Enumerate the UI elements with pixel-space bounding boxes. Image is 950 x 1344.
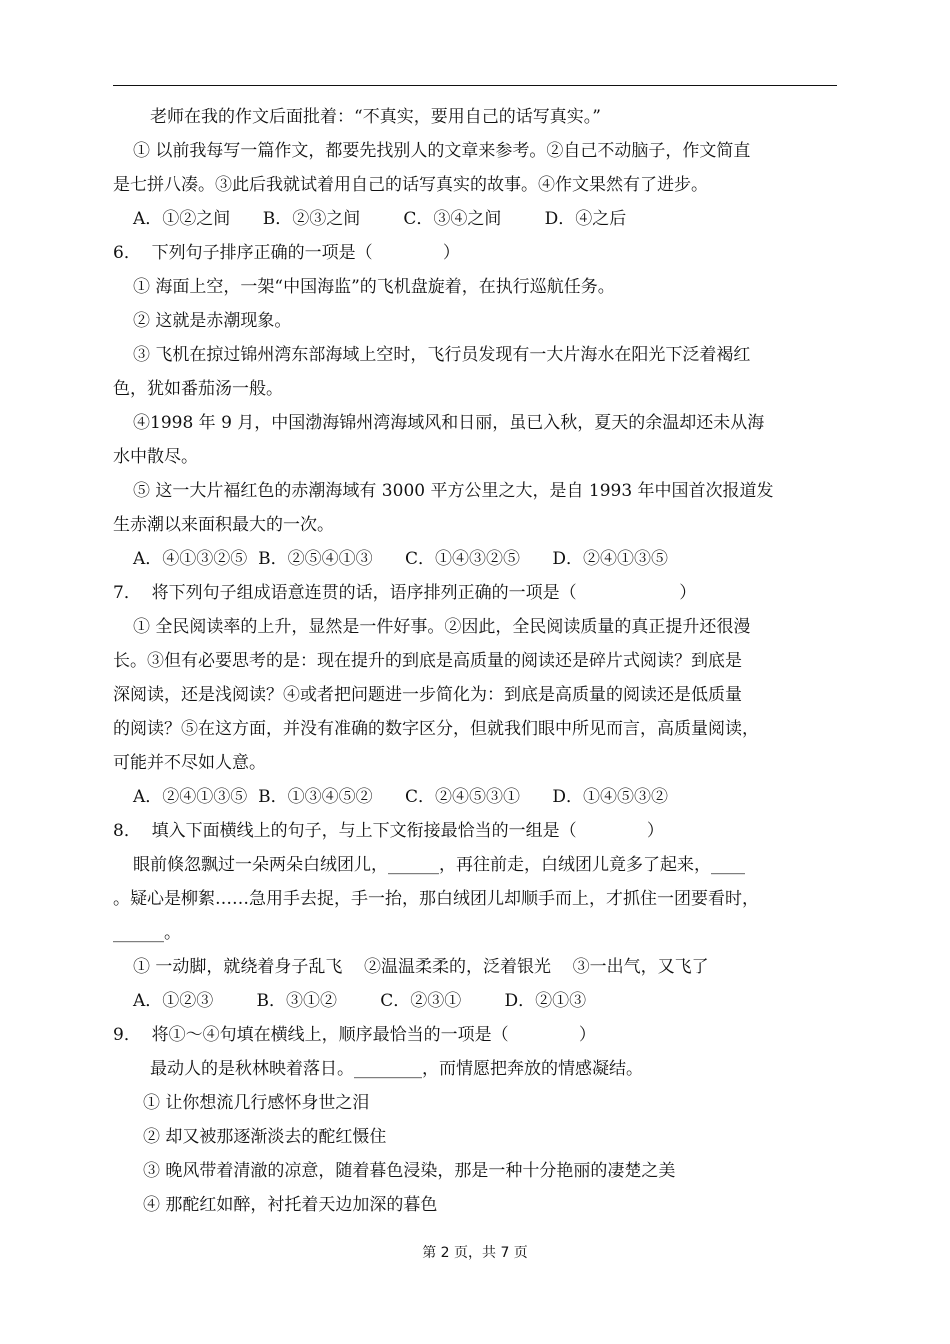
q7-line-2: 长。③但有必要思考的是：现在提升的到底是高质量的阅读还是碎片式阅读？到底是 (113, 651, 742, 671)
q7-line-1: ① 全民阅读率的上升，显然是一件好事。②因此，全民阅读质量的真正提升还很漫 (133, 617, 751, 637)
q7-options: A．②④①③⑤ B．①③④⑤② C．②④⑤③① D．①④⑤③② (133, 787, 669, 807)
q8-line-3: ______。 (113, 923, 181, 943)
page-content (113, 100, 841, 1222)
q6-sentence-4-line-2: 水中散尽。 (113, 447, 198, 467)
q7-line-4: 的阅读？⑤在这方面，并没有准确的数字区分，但就我们眼中所见而言，高质量阅读， (113, 719, 759, 739)
q7-line-5: 可能并不尽如人意。 (113, 753, 266, 773)
q6-options: A．④①③②⑤ B．②⑤④①③ C．①④③②⑤ D．②④①③⑤ (133, 549, 669, 569)
header-rule (113, 85, 837, 86)
q6-stem: 6． 下列句子排序正确的一项是（ ） (113, 243, 460, 263)
q8-line-1: 眼前倏忽飘过一朵两朵白绒团儿，______，再往前走，白绒团儿竟多了起来，____ (133, 855, 745, 875)
q9-stem: 9． 将①～④句填在横线上，顺序最恰当的一项是（ ） (113, 1025, 596, 1045)
q6-sentence-1: ① 海面上空，一架“中国海监”的飞机盘旋着，在执行巡航任务。 (133, 277, 615, 297)
q6-sentence-5-line-2: 生赤潮以来面积最大的一次。 (113, 515, 334, 535)
q9-sentence-4: ④ 那酡红如醉，衬托着天边加深的暮色 (143, 1195, 438, 1215)
q9-sentence-2: ② 却又被那逐渐淡去的酡红慑住 (143, 1127, 387, 1147)
q9-intro: 最动人的是秋林映着落日。________，而情愿把奔放的情感凝结。 (150, 1059, 643, 1079)
q6-sentence-3-line-2: 色，犹如番茄汤一般。 (113, 379, 283, 399)
q5-body-line-1: ① 以前我每写一篇作文，都要先找别人的文章来参考。②自己不动脑子，作文简直 (133, 141, 751, 161)
q7-line-3: 深阅读，还是浅阅读？④或者把问题进一步简化为：到底是高质量的阅读还是低质量 (113, 685, 742, 705)
q8-stem: 8． 填入下面横线上的句子，与上下文衔接最恰当的一组是（ ） (113, 821, 664, 841)
q8-options: A．①②③ B．③①② C．②③① D．②①③ (133, 991, 587, 1011)
q5-intro: 老师在我的作文后面批着：“不真实，要用自己的话写真实。” (150, 107, 601, 127)
q6-sentence-5-line-1: ⑤ 这一大片褔红色的赤潮海域有 3000 平方公里之大，是自 1993 年中国首次报道发 (133, 481, 774, 501)
q7-stem: 7． 将下列句子组成语意连贯的话，语序排列正确的一项是（ ） (113, 583, 697, 603)
q6-sentence-2: ② 这就是赤潮现象。 (133, 311, 292, 331)
q9-sentence-3: ③ 晚风带着清澈的凉意，随着暮色浸染，那是一种十分艳丽的凄楚之美 (143, 1161, 676, 1181)
q6-sentence-4-line-1: ④1998 年 9 月，中国渤海锦州湾海域风和日丽，虽已入秋，夏天的余温却还未从海 (133, 413, 765, 433)
q5-body-line-2: 是七拼八凑。③此后我就试着用自己的话写真实的故事。④作文果然有了进步。 (113, 175, 708, 195)
q9-sentence-1: ① 让你想流几行感怀身世之泪 (143, 1093, 370, 1113)
q6-sentence-3-line-1: ③ 飞机在掠过锦州湾东部海域上空时，飞行员发现有一大片海水在阳光下泛着褐红 (133, 345, 751, 365)
page-footer: 第 2 页，共 7 页 (422, 1245, 528, 1261)
q5-options: A．①②之间 B．②③之间 C．③④之间 D．④之后 (133, 209, 627, 229)
q8-choices: ① 一动脚，就绕着身子乱飞 ②温温柔柔的，泛着银光 ③一出气，又飞了 (133, 957, 709, 977)
q8-line-2: 。疑心是柳絮……急用手去捉，手一抬，那白绒团儿却顺手而上，才抓住一团要看时， (113, 889, 759, 909)
